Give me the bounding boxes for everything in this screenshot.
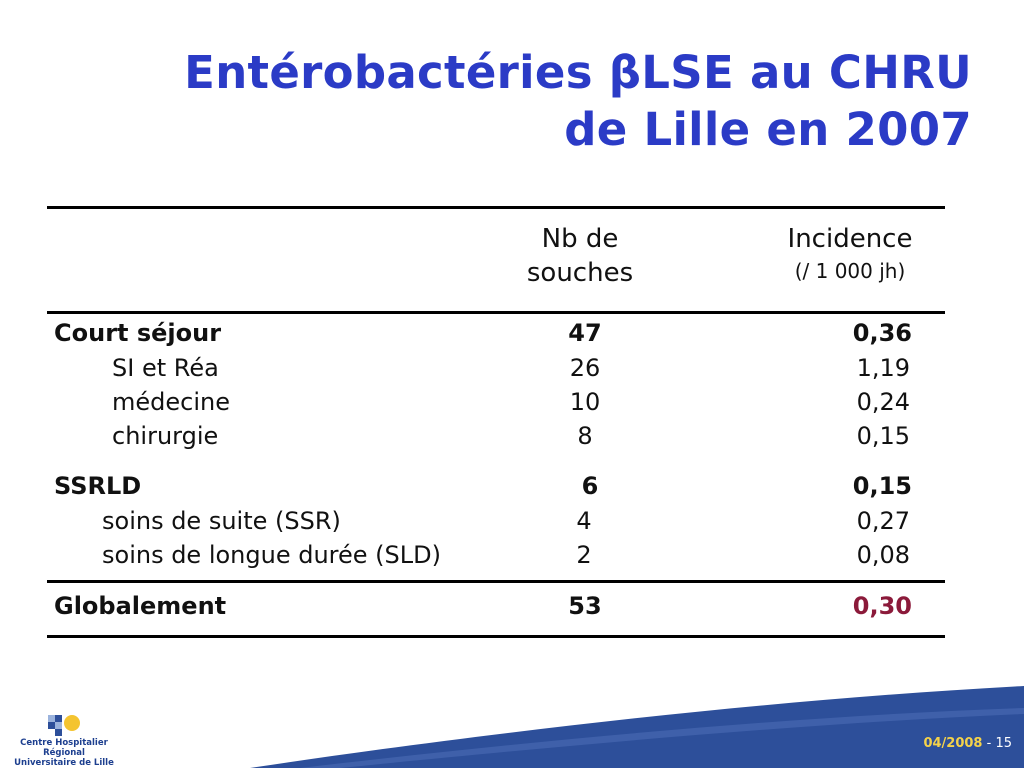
row-nb-si-rea: 26 (569, 354, 601, 382)
row-label-si-rea: SI et Réa (112, 354, 219, 382)
row-incidence-ssr: 0,27 (856, 507, 910, 535)
slide-title-line-1: Entérobactéries βLSE au CHRU (184, 46, 972, 99)
row-label-total: Globalement (54, 592, 227, 620)
row-label-ssrld: SSRLD (54, 472, 142, 500)
slide-footer-reference (923, 736, 1012, 751)
row-label-chirurgie: chirurgie (112, 422, 219, 450)
footer-separator: - (982, 736, 996, 751)
chru-lille-logo (8, 712, 120, 768)
row-incidence-court-sejour: 0,36 (852, 319, 912, 347)
row-nb-court-sejour: 47 (568, 319, 602, 347)
row-nb-medecine: 10 (569, 388, 601, 416)
row-incidence-chirurgie: 0,15 (856, 422, 910, 450)
column-header-nb-line-1: Nb de (541, 224, 619, 254)
row-nb-chirurgie: 8 (577, 422, 593, 450)
slide-title-line-2: de Lille en 2007 (564, 103, 972, 156)
row-nb-total: 53 (568, 592, 602, 620)
row-incidence-sld: 0,08 (856, 541, 910, 569)
column-header-incidence-line-2: (/ 1 000 jh) (794, 259, 906, 283)
row-nb-sld: 2 (576, 541, 592, 569)
row-label-medecine: médecine (112, 388, 230, 416)
row-incidence-total: 0,30 (852, 592, 912, 620)
logo-text-line-1: Centre Hospitalier Régional (20, 738, 108, 758)
row-incidence-si-rea: 1,19 (856, 354, 910, 382)
row-incidence-ssrld: 0,15 (852, 472, 912, 500)
row-label-sld: soins de longue durée (SLD) (102, 541, 441, 569)
footer-band-shape (250, 686, 1024, 768)
row-label-ssr: soins de suite (SSR) (102, 507, 341, 535)
column-header-incidence-line-1: Incidence (787, 224, 913, 254)
row-label-court-sejour: Court séjour (54, 319, 222, 347)
logo-text-line-2: Universitaire de Lille (14, 758, 114, 768)
chru-logo-icon (44, 712, 84, 738)
column-header-nb-line-2: souches (526, 258, 634, 288)
row-incidence-medecine: 0,24 (856, 388, 910, 416)
footer-date: 04/2008 (923, 736, 983, 751)
row-nb-ssrld: 6 (581, 472, 599, 500)
row-nb-ssr: 4 (576, 507, 592, 535)
page-number: 15 (995, 736, 1012, 751)
